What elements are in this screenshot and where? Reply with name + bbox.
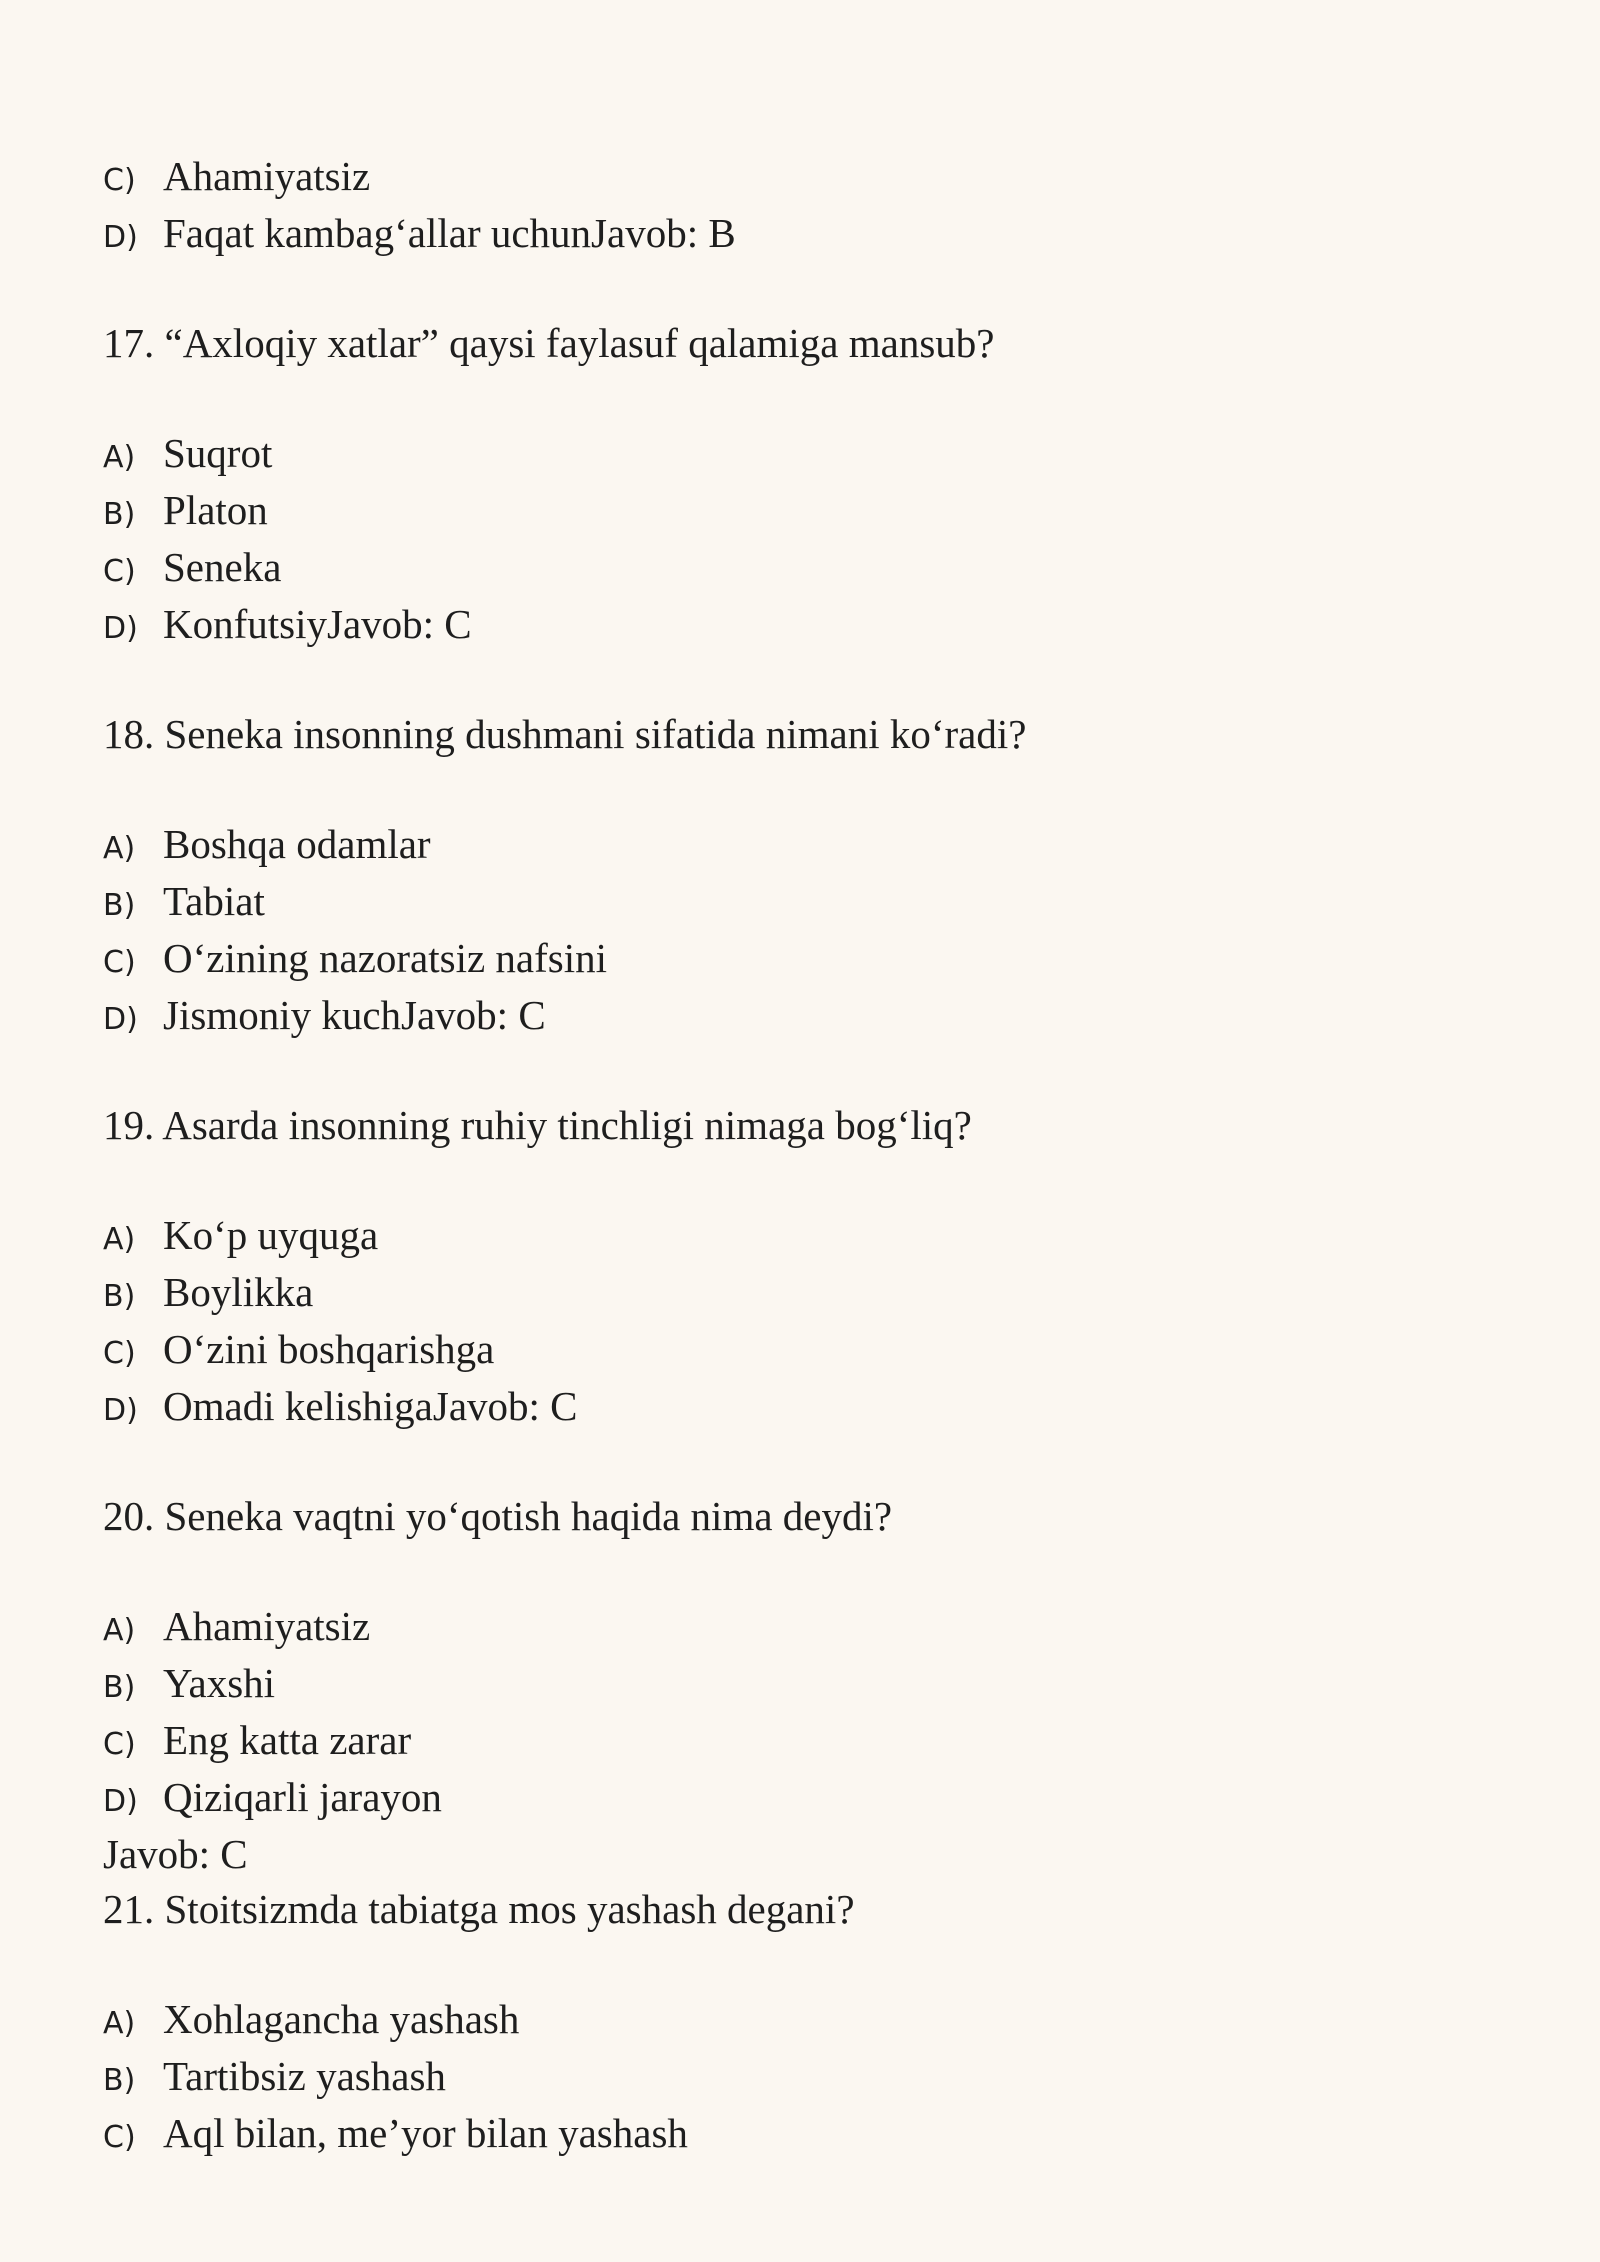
answer-option bbox=[103, 542, 281, 597]
option-text: Yaxshi bbox=[163, 1660, 276, 1706]
answer-option bbox=[103, 1381, 578, 1436]
option-text: Faqat kambag‘allar uchunJavob: B bbox=[163, 210, 736, 256]
option-letter: A) bbox=[103, 1222, 136, 1257]
answer-option bbox=[103, 876, 265, 931]
answer-option bbox=[103, 208, 736, 263]
option-letter: B) bbox=[103, 1670, 136, 1705]
option-letter: C) bbox=[103, 945, 136, 980]
answer-option bbox=[103, 1658, 275, 1713]
option-text: Ahamiyatsiz bbox=[163, 1603, 371, 1649]
option-letter: C) bbox=[103, 554, 136, 589]
option-letter: B) bbox=[103, 2063, 136, 2098]
option-letter: C) bbox=[103, 2120, 136, 2155]
option-text: KonfutsiyJavob: C bbox=[163, 601, 472, 647]
option-text: Omadi kelishigaJavob: C bbox=[163, 1383, 578, 1429]
answer-option bbox=[103, 1210, 378, 1265]
option-letter: D) bbox=[103, 1002, 138, 1037]
option-text: Platon bbox=[163, 487, 268, 533]
question-text: 21. Stoitsizmda tabiatga mos yashash degani? bbox=[103, 1886, 855, 1932]
answer-option bbox=[103, 2051, 446, 2106]
option-letter: D) bbox=[103, 611, 138, 646]
answer-option bbox=[103, 819, 431, 874]
answer-option bbox=[103, 1715, 411, 1770]
option-letter: B) bbox=[103, 1279, 136, 1314]
option-text: Tartibsiz yashash bbox=[163, 2053, 446, 2099]
option-text: O‘zini boshqarishga bbox=[163, 1326, 495, 1372]
answer-option bbox=[103, 1994, 519, 2049]
option-text: Jismoniy kuchJavob: C bbox=[163, 992, 546, 1038]
option-letter: C) bbox=[103, 1336, 136, 1371]
option-text: Boylikka bbox=[163, 1269, 314, 1315]
answer-option bbox=[103, 990, 546, 1045]
option-text: Ko‘p uyquga bbox=[163, 1212, 379, 1258]
option-letter: A) bbox=[103, 831, 136, 866]
option-text: Seneka bbox=[163, 544, 282, 590]
option-text: Eng katta zarar bbox=[163, 1717, 412, 1763]
option-letter: C) bbox=[103, 1727, 136, 1762]
option-letter: C) bbox=[103, 163, 136, 198]
option-text: O‘zining nazoratsiz nafsini bbox=[163, 935, 608, 981]
option-text: Tabiat bbox=[163, 878, 265, 924]
option-letter: A) bbox=[103, 440, 136, 475]
option-letter: D) bbox=[103, 220, 138, 255]
answer-option bbox=[103, 933, 607, 988]
answer-option bbox=[103, 2108, 688, 2163]
answer-option bbox=[103, 1772, 442, 1827]
answer-option bbox=[103, 485, 268, 540]
option-text: Aql bilan, me’yor bilan yashash bbox=[163, 2110, 688, 2156]
answer-option bbox=[103, 428, 272, 483]
question-text: 20. Seneka vaqtni yo‘qotish haqida nima deydi? bbox=[103, 1493, 893, 1539]
option-letter: A) bbox=[103, 1613, 136, 1648]
answer-option bbox=[103, 1267, 313, 1322]
option-text: Xohlagancha yashash bbox=[163, 1996, 520, 2042]
question-text: 19. Asarda insonning ruhiy tinchligi nimaga bog‘liq? bbox=[103, 1102, 972, 1148]
answer-option bbox=[103, 1601, 370, 1656]
option-letter: B) bbox=[103, 497, 136, 532]
option-letter: D) bbox=[103, 1784, 138, 1819]
option-text: Ahamiyatsiz bbox=[163, 153, 371, 199]
option-text: Boshqa odamlar bbox=[163, 821, 431, 867]
option-text: Qiziqarli jarayon bbox=[163, 1774, 442, 1820]
answer-option bbox=[103, 599, 472, 654]
answer-option bbox=[103, 151, 370, 206]
option-letter: A) bbox=[103, 2006, 136, 2041]
option-letter: D) bbox=[103, 1393, 138, 1428]
option-letter: B) bbox=[103, 888, 136, 923]
answer-key: Javob: C bbox=[103, 1831, 248, 1877]
question-text: 17. “Axloqiy xatlar” qaysi faylasuf qalamiga mansub? bbox=[103, 320, 995, 366]
question-text: 18. Seneka insonning dushmani sifatida nimani ko‘radi? bbox=[103, 711, 1027, 757]
option-text: Suqrot bbox=[163, 430, 273, 476]
answer-option bbox=[103, 1324, 494, 1379]
